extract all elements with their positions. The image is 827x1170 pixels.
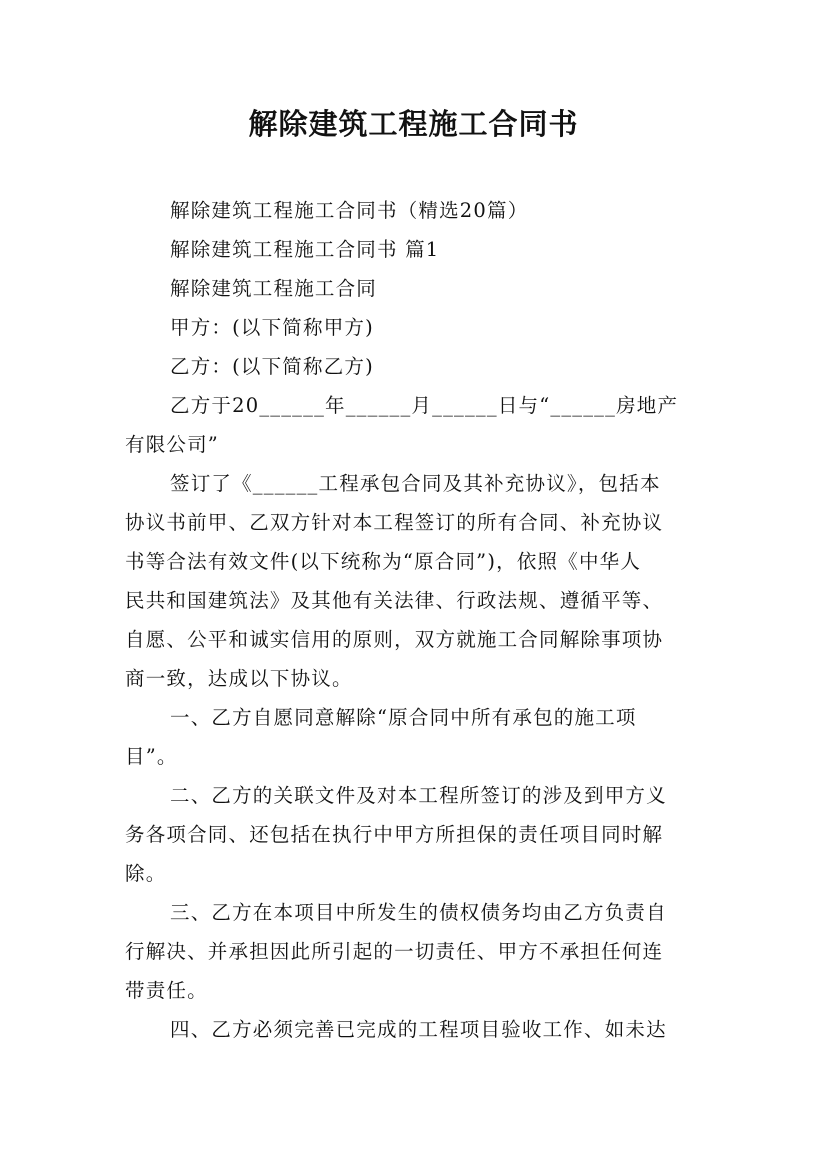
clause-line: 行解决、并承担因此所引起的一切责任、甲方不承担任何连 xyxy=(125,940,664,963)
clause-line: 二、乙方的关联文件及对本工程所签订的涉及到甲方义 xyxy=(170,784,667,807)
paragraph-line: 协议书前甲、乙双方针对本工程签订的所有合同、补充协议 xyxy=(125,511,664,534)
subtitle-line: 解除建筑工程施工合同书（精选20篇） xyxy=(170,199,529,222)
clause-line: 除。 xyxy=(125,862,167,885)
clause-line: 目”。 xyxy=(125,745,178,768)
clause-line: 带责任。 xyxy=(125,979,208,1002)
paragraph-line: 书等合法有效文件(以下统称为“原合同”)，依照《中华人 xyxy=(125,550,642,573)
party-a-line: 甲方：(以下简称甲方) xyxy=(170,316,374,339)
paragraph-line: 商一致，达成以下协议。 xyxy=(125,667,353,690)
paragraph-line: 签订了《______工程承包合同及其补充协议》，包括本 xyxy=(170,472,661,495)
clause-line: 四、乙方必须完善已完成的工程项目验收工作、如未达 xyxy=(170,1018,667,1041)
paragraph-line: 民共和国建筑法》及其他有关法律、行政法规、遵循平等、 xyxy=(125,589,664,612)
paragraph-line: 有限公司” xyxy=(125,433,219,456)
party-b-line: 乙方：(以下简称乙方) xyxy=(170,355,374,378)
document-title: 解除建筑工程施工合同书 xyxy=(248,107,579,141)
paragraph-line: 自愿、公平和诚实信用的原则，双方就施工合同解除事项协 xyxy=(125,628,664,651)
clause-line: 务各项合同、还包括在执行中甲方所担保的责任项目同时解 xyxy=(125,823,664,846)
clause-line: 三、乙方在本项目中所发生的债权债务均由乙方负责自 xyxy=(170,901,667,924)
contract-heading: 解除建筑工程施工合同 xyxy=(170,277,378,300)
paragraph-line: 乙方于20______年______月______日与“______房地产 xyxy=(170,394,679,417)
section-heading: 解除建筑工程施工合同书 篇1 xyxy=(170,238,440,261)
clause-line: 一、乙方自愿同意解除“原合同中所有承包的施工项 xyxy=(170,706,637,729)
